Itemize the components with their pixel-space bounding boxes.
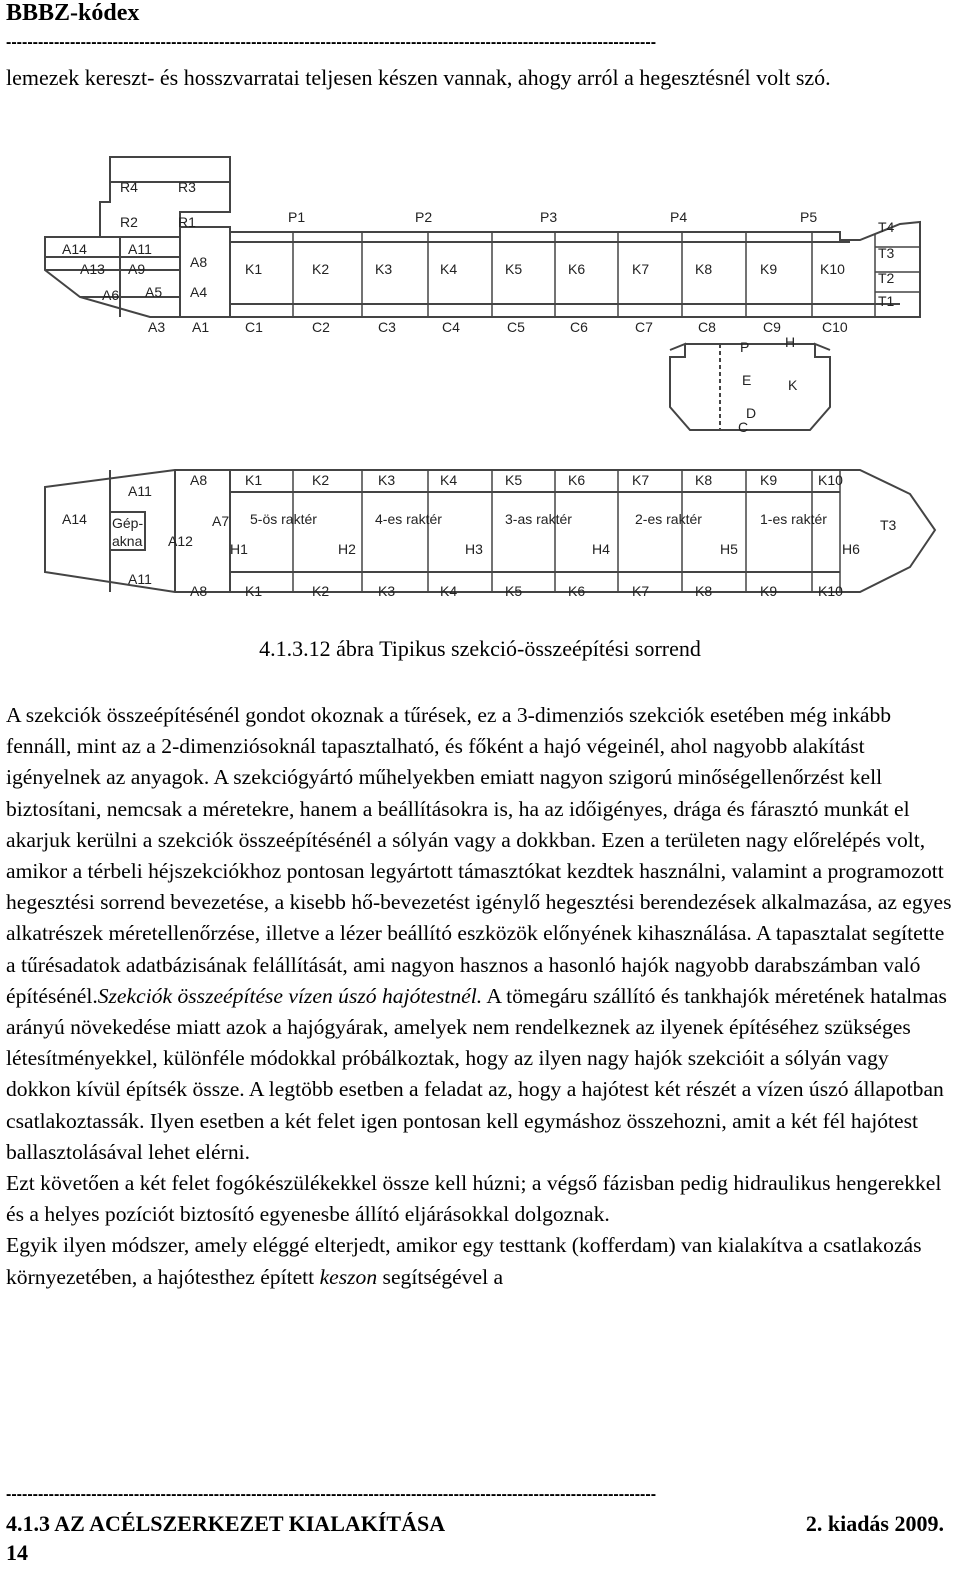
plan-stern-label: Gép-	[112, 515, 144, 531]
plan-stern-label: A14	[62, 511, 87, 527]
italic-term: keszon	[319, 1264, 378, 1289]
k-label: K4	[440, 261, 458, 277]
plan-stern-label: A12	[168, 533, 193, 549]
stern-label: A8	[190, 254, 208, 270]
deck-label: P2	[415, 209, 433, 225]
c-label: C3	[378, 319, 396, 335]
plan-bottom-k-label: K2	[312, 583, 330, 599]
k-label: K6	[568, 261, 586, 277]
plan-bottom-k-label: K10	[818, 583, 843, 599]
c-label: C8	[698, 319, 716, 335]
plan-bottom-k-label: K8	[695, 583, 713, 599]
deck-label: P3	[540, 209, 558, 225]
deck-label: P5	[800, 209, 818, 225]
plan-top-k-label: K10	[818, 472, 843, 488]
ship-diagram	[40, 152, 940, 602]
c-label: C10	[822, 319, 848, 335]
plan-bottom-k-label: K9	[760, 583, 778, 599]
intro-paragraph: lemezek kereszt- és hosszvarratai teljesen készen vannak, ahogy arról a hegesztésnél volt szó.	[6, 65, 831, 90]
stern-label: A11	[128, 241, 152, 257]
hold-label: 3-as raktér	[505, 511, 572, 527]
c-label: C4	[442, 319, 460, 335]
bow-label: T3	[878, 245, 895, 261]
section-label: D	[746, 405, 757, 421]
stern-label: A1	[192, 319, 210, 335]
h-label: H3	[465, 541, 483, 557]
header-rule: --------------------------------------------------------------------------------------------------------------------------	[6, 34, 657, 51]
stern-label: R1	[178, 214, 196, 230]
hold-label: 4-es raktér	[375, 511, 442, 527]
body-text-run: segítségével a	[377, 1264, 504, 1289]
k-label: K5	[505, 261, 523, 277]
c-label: C5	[507, 319, 525, 335]
stern-label: A5	[145, 284, 163, 300]
plan-bottom-k-label: K6	[568, 583, 586, 599]
plan-bottom-k-label: K5	[505, 583, 523, 599]
h-label: H1	[230, 541, 248, 557]
footer-section-title: 4.1.3 AZ ACÉLSZERKEZET KIALAKÍTÁSA	[6, 1511, 446, 1536]
plan-top-k-label: K2	[312, 472, 330, 488]
c-label: C6	[570, 319, 588, 335]
h-label: H6	[842, 541, 860, 557]
plan-bottom-k-label: K1	[245, 583, 263, 599]
plan-bottom-k-label: K3	[378, 583, 396, 599]
plan-top-k-label: K7	[632, 472, 650, 488]
plan-top-k-label: K9	[760, 472, 778, 488]
k-label: K7	[632, 261, 650, 277]
hold-label: 2-es raktér	[635, 511, 702, 527]
h-label: H5	[720, 541, 738, 557]
ship-section-figure	[40, 152, 940, 602]
bow-label: T2	[878, 270, 895, 286]
document-header-title: BBBZ-kódex	[6, 0, 140, 26]
plan-bottom-k-label: K7	[632, 583, 650, 599]
plan-bottom-k-label: K4	[440, 583, 458, 599]
k-label: K2	[312, 261, 330, 277]
bow-label: T1	[878, 293, 895, 309]
plan-bow-label: T3	[880, 517, 897, 533]
h-label: H4	[592, 541, 610, 557]
stern-label: A3	[148, 319, 166, 335]
plan-stern-label: A11	[128, 571, 152, 587]
body-paragraph	[6, 1230, 954, 1292]
c-label: C2	[312, 319, 330, 335]
stern-label: A9	[128, 261, 146, 277]
stern-label: R4	[120, 179, 138, 195]
deck-label: P1	[288, 209, 306, 225]
body-text-run: Egyik ilyen módszer, amely eléggé elterjedt, amikor egy testtank (kofferdam) van kialakítva a csatlakozás környezetében, a hajótesthez épített	[6, 1233, 922, 1289]
italic-heading: Szekciók összeépítése vízen úszó hajótestnél.	[97, 983, 483, 1008]
plan-top-k-label: K4	[440, 472, 458, 488]
section-label: P	[740, 339, 750, 355]
stern-label: A14	[62, 241, 87, 257]
bow-label: T4	[878, 219, 895, 235]
k-label: K10	[820, 261, 845, 277]
stern-label: A13	[80, 261, 105, 277]
plan-stern-label: A11	[128, 483, 152, 499]
k-label: K9	[760, 261, 778, 277]
hold-label: 1-es raktér	[760, 511, 827, 527]
footer-edition: 2. kiadás 2009.	[805, 1511, 944, 1536]
plan-top-k-label: K5	[505, 472, 523, 488]
section-label: C	[738, 419, 749, 435]
body-paragraph: Ezt követően a két felet fogókészülékekkel össze kell húzni; a végső fázisban pedig hidraulikus hengerekkel és a helyes pozíciót biztosító egyenesbe állító eljárásokkal dolgoznak.	[6, 1171, 942, 1227]
stern-label: A6	[102, 287, 120, 303]
plan-top-k-label: K8	[695, 472, 713, 488]
k-label: K8	[695, 261, 713, 277]
footer-rule: --------------------------------------------------------------------------------------------------------------------------	[6, 1486, 657, 1503]
c-label: C1	[245, 319, 263, 335]
section-label: K	[788, 377, 798, 393]
body-text-run: A szekciók összeépítésénél gondot okoznak a tűrések, ez a 3-dimenziós szekciók esetében még inkább fennáll, mint az a 2-dimenziósoknál tapasztalható, és főként a hajó végeinél, ahol nagyobb alakítást igényelnek az anyagok. A szekciógyártó műhelyekben emiatt nagyon szigorú minőségellenőrzést kell biztosítani, nemcsak a méretekre, hanem a beállításokra is, ha az időigényes, drága és fárasztó munkát el akarjuk kerülni a szekciók összeépítésénél a sólyán vagy a dokkban. Ezen a területen nagy előrelépés volt, amikor a térbeli héjszekciókhoz pontosan legyártott támasztókat kezdtek használni, valamint a programozott hegesztési sorrend bevezetése, a kisebb hő-bevezetést igénylő hegesztési berendezések alkalmazása, az egyes alkatrészek méretellenőrzése, illetve a lézer beállító eszközök előnyének kihasználása. A tapasztalat segítette a tűrésadatok adatbázisának felállítását, ami nagyon hasznos a hasonló hajók nagyobb darabszámban való építésénél.	[6, 703, 952, 1008]
plan-top-k-label: K3	[378, 472, 396, 488]
h-label: H2	[338, 541, 356, 557]
stern-label: R3	[178, 179, 196, 195]
plan-stern-label: akna	[112, 533, 143, 549]
c-label: C7	[635, 319, 653, 335]
plan-top-k-label: K6	[568, 472, 586, 488]
hold-label: 5-ös raktér	[250, 511, 317, 527]
figure-caption: 4.1.3.12 ábra Tipikus szekció-összeépítési sorrend	[259, 636, 701, 661]
body-text	[6, 700, 954, 1293]
plan-stern-label: A8	[190, 583, 208, 599]
page-number: 14	[6, 1540, 28, 1565]
stern-label: A4	[190, 284, 208, 300]
plan-stern-label: A7	[212, 513, 230, 529]
k-label: K3	[375, 261, 393, 277]
body-text-run: A tömegáru szállító és tankhajók méretének hatalmas arányú növekedése miatt azok a hajógyárak, amelyek nem rendelkeznek az ilyenek építéséhez szükséges létesítményekkel, különféle módokkal próbálkoztak, hogy az ilyen nagy hajók szekcióit a sólyán vagy dokkon kívül építsék össze. A legtöbb esetben a feladat az, hogy a hajótest két részét a vízen úszó állapotban csatlakoztassák. Ilyen esetben a két felet igen pontosan kell egymáshoz összehozni, amit a két fél hajótest ballasztolásával lehet elérni.	[6, 983, 947, 1164]
body-paragraph	[6, 700, 954, 1168]
stern-label: R2	[120, 214, 138, 230]
c-label: C9	[763, 319, 781, 335]
section-label: H	[785, 334, 796, 350]
k-label: K1	[245, 261, 263, 277]
deck-label: P4	[670, 209, 688, 225]
plan-top-k-label: K1	[245, 472, 263, 488]
section-label: E	[742, 372, 752, 388]
plan-stern-label: A8	[190, 472, 208, 488]
